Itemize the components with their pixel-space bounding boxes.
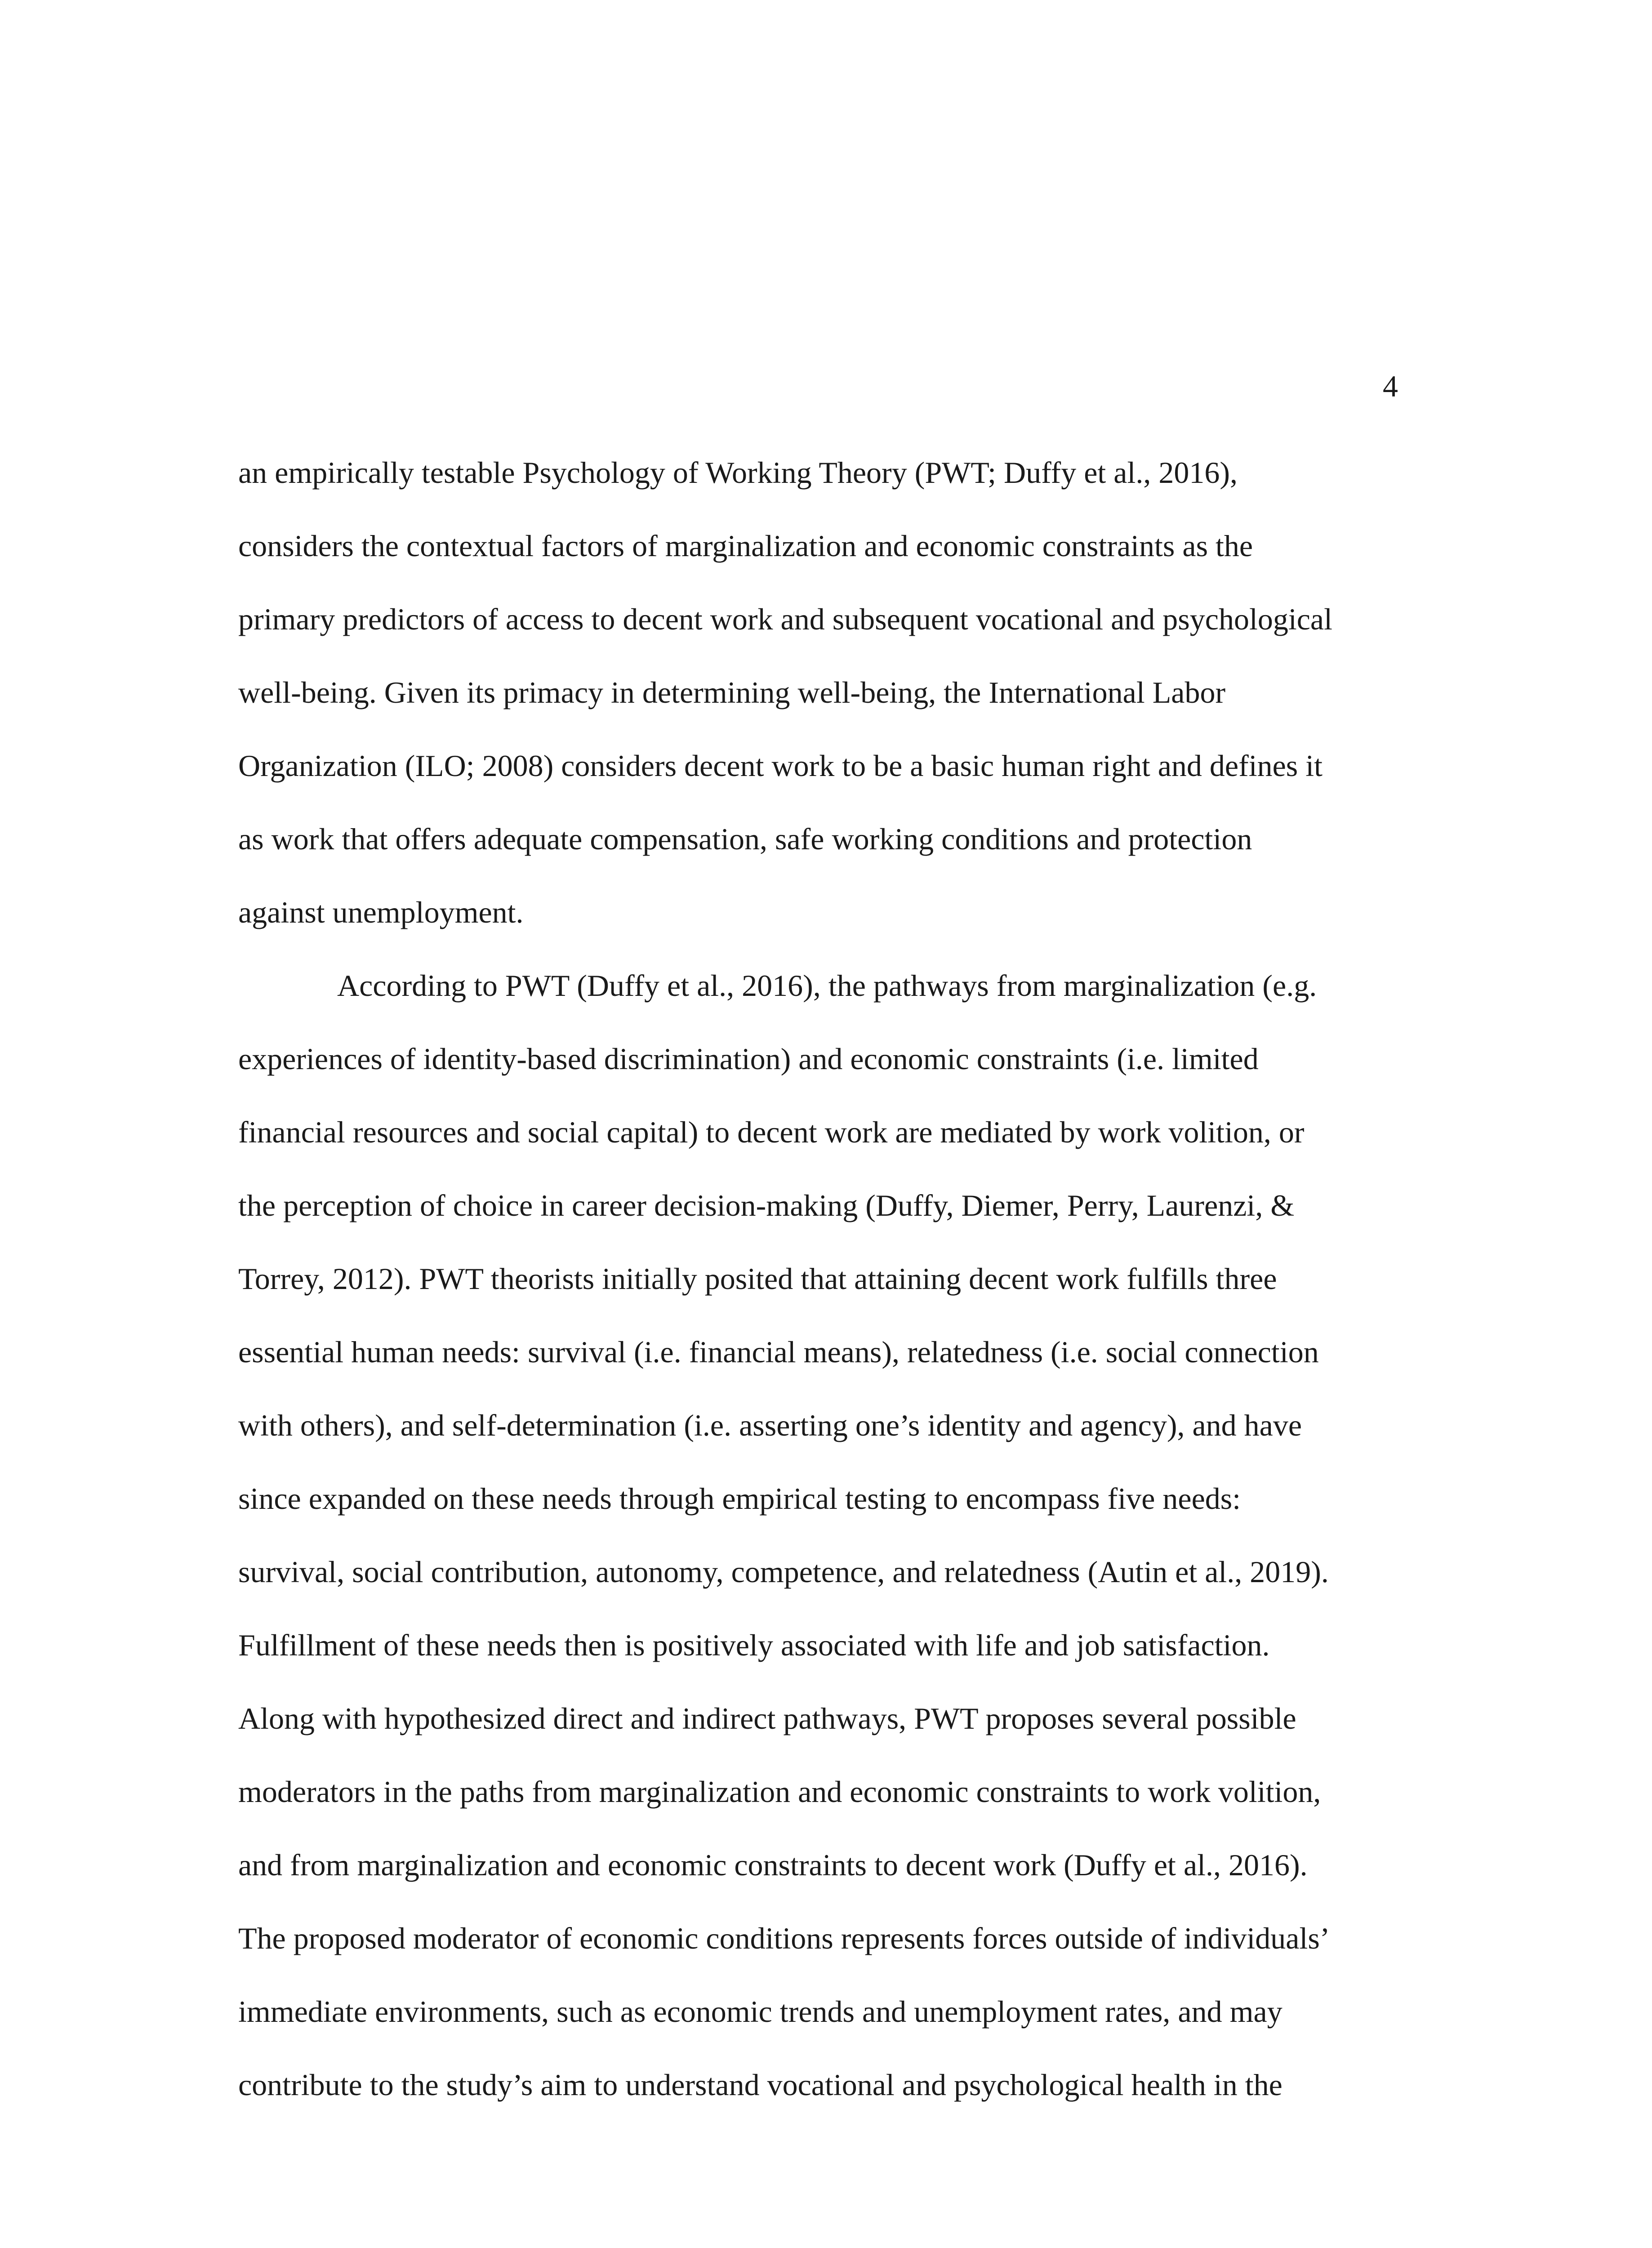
text-line: well-being. Given its primacy in determining well-being, the International Labor [238,675,1226,709]
text-line: Fulfillment of these needs then is positively associated with life and job satisfaction. [238,1628,1270,1662]
page-number: 4 [1383,369,1398,403]
text-line: moderators in the paths from marginalization and economic constraints to work volition, [238,1775,1321,1809]
text-line: an empirically testable Psychology of Working Theory (PWT; Duffy et al., 2016), [238,455,1238,490]
text-line: against unemployment. [238,895,524,929]
text-line: essential human needs: survival (i.e. financial means), relatedness (i.e. social connection [238,1335,1319,1369]
text-line: Along with hypothesized direct and indirect pathways, PWT proposes several possible [238,1701,1296,1735]
body-text [238,436,1407,2122]
text-line: immediate environments, such as economic trends and unemployment rates, and may [238,1994,1282,2029]
text-line: The proposed moderator of economic conditions represents forces outside of individuals’ [238,1921,1330,1955]
text-line: considers the contextual factors of marginalization and economic constraints as the [238,529,1253,563]
paragraph-first-line: According to PWT (Duffy et al., 2016), the pathways from marginalization (e.g. [337,968,1317,1003]
text-line: experiences of identity-based discrimination) and economic constraints (i.e. limited [238,1042,1259,1076]
text-line: the perception of choice in career decision-making (Duffy, Diemer, Perry, Laurenzi, & [238,1188,1295,1222]
text-line: since expanded on these needs through empirical testing to encompass five needs: [238,1481,1241,1516]
text-line: financial resources and social capital) to decent work are mediated by work volition, or [238,1115,1305,1149]
text-line: with others), and self-determination (i.e. asserting one’s identity and agency), and have [238,1408,1302,1442]
text-line: survival, social contribution, autonomy, competence, and relatedness (Autin et al., 2019). [238,1555,1329,1589]
text-line: and from marginalization and economic constraints to decent work (Duffy et al., 2016). [238,1848,1308,1882]
text-line: primary predictors of access to decent work and subsequent vocational and psychological [238,602,1332,636]
text-line: as work that offers adequate compensation, safe working conditions and protection [238,822,1252,856]
text-line: contribute to the study’s aim to understand vocational and psychological health in the [238,2068,1282,2102]
text-line: Torrey, 2012). PWT theorists initially posited that attaining decent work fulfills three [238,1262,1277,1296]
text-line: Organization (ILO; 2008) considers decent work to be a basic human right and defines it [238,749,1323,783]
